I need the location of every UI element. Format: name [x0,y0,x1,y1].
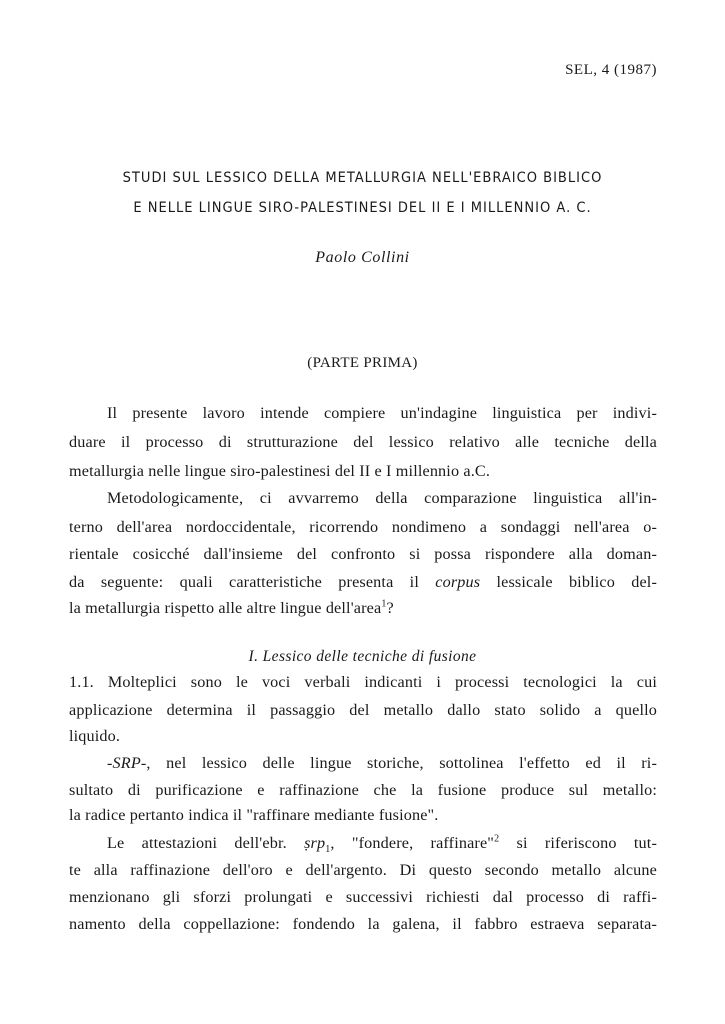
article-title-line-2: E NELLE LINGUE SIRO-PALESTINESI DEL II E I MILLENNIO A. C. [133,200,592,216]
text-run: ? [386,599,394,617]
footnote-marker: 1 [381,598,387,610]
paragraph-line: metallurgia nelle lingue siro-palestinesi del II e I millennio a.C. [69,462,491,480]
paragraph-line: terno dell'area nordoccidentale, ricorrendo nondimeno a sondaggi nell'area o- [69,518,657,536]
paragraph-line: te alla raffinazione dell'oro e dell'argento. Di questo secondo metallo alcune [69,861,657,879]
journal-reference: SEL, 4 (1987) [565,62,657,78]
paragraph-line: namento della coppellazione: fondendo la galena, il fabbro estraeva separata- [69,915,657,933]
paragraph-line: menzionano gli sforzi prolungati e successivi richiesti dal processo di raffi- [69,888,657,906]
footnote-marker: 2 [494,833,500,845]
italic-term: corpus [435,573,481,591]
text-run: da seguente: quali caratteristiche presenta il [69,573,436,591]
hebrew-term: ṣrp [304,834,326,852]
paragraph-line: applicazione determina il passaggio del metallo dallo stato solido a quello [69,701,657,719]
text-run: , nel lessico delle lingue storiche, sottolinea l'effetto ed il ri- [146,754,657,772]
paragraph-line: rientale cosicché dall'insieme del confronto si possa rispondere alla doman- [69,545,657,563]
author-name: Paolo Collini [315,249,410,266]
text-run: , "fondere, raffinare" [330,834,495,852]
text-run: Le attestazioni dell'ebr. [107,834,305,852]
paragraph-line [107,754,657,773]
paragraph-line: la radice pertanto indica il "raffinare mediante fusione". [69,806,439,824]
paragraph-line: sultato di purificazione e raffinazione che la fusione produce sul metallo: [69,781,657,799]
paragraph-line: Metodologicamente, ci avvarremo della comparazione linguistica all'in- [107,489,657,507]
paragraph-line: liquido. [69,727,121,745]
root-term: -SRP- [107,754,147,772]
paragraph-line [107,834,657,855]
paragraph-line: Il presente lavoro intende compiere un'indagine linguistica per indivi- [107,404,657,422]
section-heading: I. Lessico delle tecniche di fusione [248,648,477,665]
paragraph-line [69,599,657,618]
paragraph-line [69,573,657,592]
paragraph-line: 1.1. Molteplici sono le voci verbali indicanti i processi tecnologici la cui [69,673,657,691]
term-subscript: 1 [325,844,331,856]
text-run: la metallurgia rispetto alle altre lingue dell'area [69,599,382,617]
paragraph-line: duare il processo di strutturazione del lessico relativo alle tecniche della [69,433,657,451]
article-title-line-1: STUDI SUL LESSICO DELLA METALLURGIA NELL'EBRAICO BIBLICO [122,170,603,186]
text-run: lessicale biblico del- [480,573,657,591]
text-run: si riferiscono tut- [499,834,657,852]
part-label: (PARTE PRIMA) [307,355,418,371]
